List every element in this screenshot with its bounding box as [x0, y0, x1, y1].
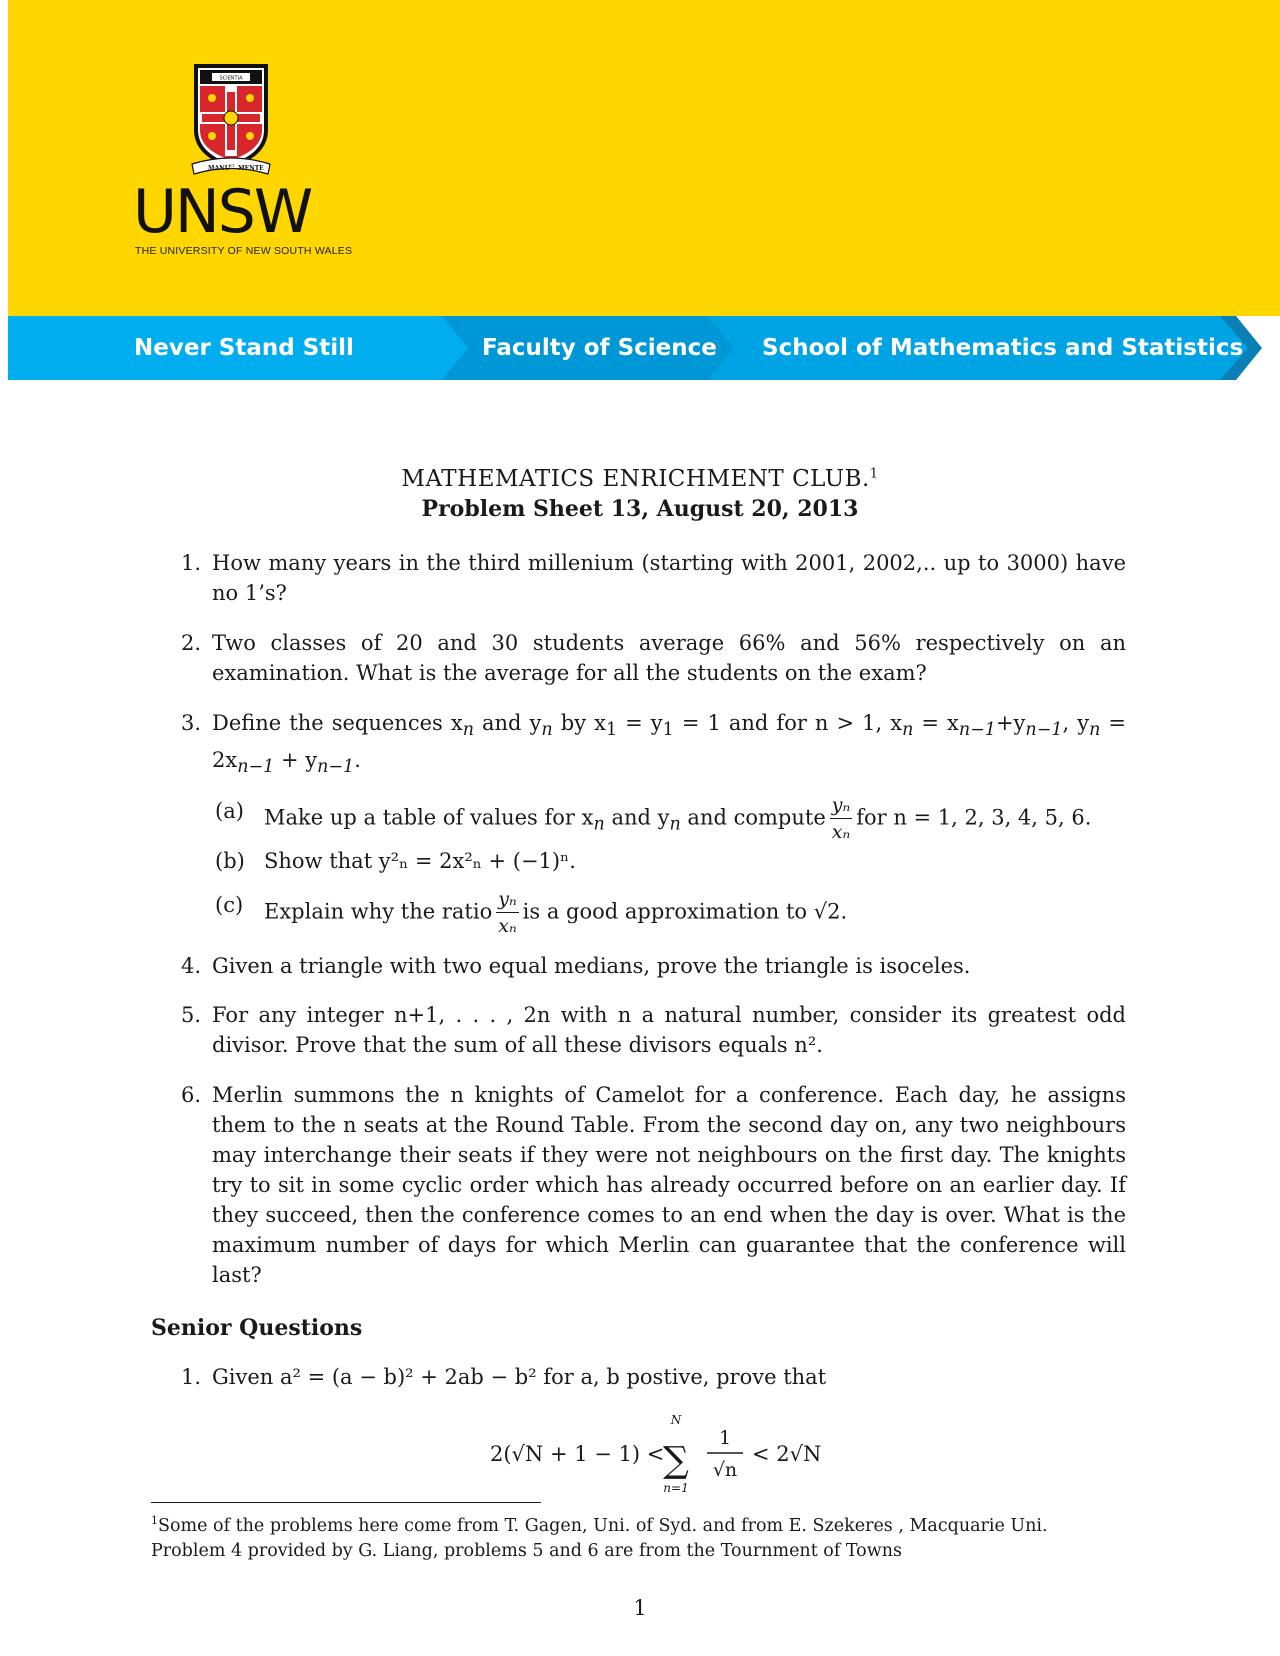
unsw-crest-logo — [190, 60, 272, 180]
crest-motto-left: MANU — [208, 165, 231, 172]
footnote-text: Some of the problems here come from T. Gagen, Uni. of Syd. and from E. Szekeres , Macquarie Uni. — [158, 1515, 1048, 1536]
problem-text-part: = x — [913, 711, 959, 735]
senior-problem-1 — [181, 1362, 1126, 1392]
university-tagline: THE UNIVERSITY OF NEW SOUTH WALES — [135, 245, 353, 257]
problem-number: 3. — [181, 711, 202, 735]
fraction-denominator: xₙ — [498, 915, 517, 937]
problem-text-part: . — [354, 748, 361, 773]
problem-text-part: +y — [995, 711, 1026, 735]
part-label: (a) — [215, 799, 244, 823]
problem-1 — [181, 548, 1126, 608]
part-text-segment: Make up a table of values for x — [264, 805, 594, 830]
nav-never-stand-still: Never Stand Still — [134, 335, 354, 361]
problem-3 — [181, 708, 1127, 782]
footnote-mark: 1 — [151, 1514, 158, 1527]
problem-text: For any integer n+1, . . . , 2n with n a natural number, consider its greatest odd divisor. Prove that the sum of all these divisors equals n². — [212, 1003, 1126, 1057]
part-text-segment: and compute — [680, 805, 826, 830]
sheet-title-text: MATHEMATICS ENRICHMENT CLUB. — [401, 466, 870, 492]
problem-text: Given a triangle with two equal medians, prove the triangle is isoceles. — [212, 954, 971, 978]
footnote-line-1 — [151, 1508, 1131, 1539]
problem-text: Define the sequences $x_n$ and $y_n$ by $x_1 = y_1 = 1$ and for n > 1, $x_n = x_{n-1}+y_{n-1}$, $y_n = 2x_{n-1} + y_{n-1}$. — [212, 711, 1127, 778]
crest-motto-mid: ET — [229, 163, 235, 168]
problem-number: 1. — [181, 1365, 202, 1389]
part-label: (c) — [215, 893, 244, 917]
crest-motto-right: MENTE — [238, 165, 264, 172]
senior-questions-heading: Senior Questions — [151, 1315, 363, 1341]
sum-lower-limit: n=1 — [663, 1481, 689, 1494]
problem-text-part: + y — [274, 748, 318, 773]
sheet-title — [0, 466, 1280, 492]
unsw-wordmark: UNSW — [133, 177, 312, 247]
ratio-fraction — [830, 796, 852, 842]
ratio-fraction — [496, 890, 518, 936]
page-number: 1 — [633, 1596, 647, 1620]
problem-text: Merlin summons the n knights of Camelot for a conference. Each day, he assigns them to the n seats at the Round Table. From the second day on, any two neighbours may interchange their seats if they were not neighbours on the first day. The knights try to sit in some cyclic order which has already occurred before on an earlier day. If they succeed, then the conference comes to an end when the day is over. What is the maximum number of days for which Merlin can guarantee that the conference will last? — [212, 1083, 1126, 1287]
sum-upper-limit: N — [670, 1413, 682, 1427]
part-text-segment: and y — [604, 805, 670, 830]
problem-text-part: by x — [552, 711, 606, 735]
part-text: Make up a table of values for $x_n$ and $y_n$ and compute $\frac{\text{yₙ}}{\text{xₙ}}$ for n = 1, 2, 3, 4, 5, 6. — [264, 794, 1092, 843]
problem-number: 4. — [181, 954, 202, 978]
fraction-numerator: yₙ — [830, 796, 852, 819]
problem-number: 2. — [181, 631, 202, 655]
fraction-numerator: yₙ — [496, 890, 518, 913]
problem-text-part: = 2x — [212, 711, 1127, 773]
problem-text: Two classes of 20 and 30 students average 66% and 56% respectively on an examination. What is the average for all the students on the exam? — [212, 631, 1126, 685]
problem-number: 6. — [181, 1083, 202, 1107]
summand-numerator: 1 — [718, 1427, 732, 1449]
problem-6 — [181, 1080, 1126, 1290]
problem-text-part: and y — [473, 711, 542, 735]
part-text: Show that y²ₙ = 2x²ₙ + (−1)ⁿ. — [264, 849, 576, 873]
problem-2 — [181, 628, 1126, 688]
nav-faculty-of-science: Faculty of Science — [482, 335, 717, 361]
crest-book-text: SCIENTIA — [219, 75, 243, 82]
problem-4 — [181, 951, 1126, 981]
part-text-segment: for n = 1, 2, 3, 4, 5, 6. — [856, 805, 1092, 830]
summand-denominator: √n — [712, 1459, 738, 1481]
inequality-left: 2(√N + 1 − 1) < — [490, 1442, 665, 1466]
sheet-subtitle: Problem Sheet 13, August 20, 2013 — [421, 496, 859, 522]
problem-number: 1. — [181, 551, 202, 575]
problem-text-part: = 1 and for n > 1, x — [673, 711, 903, 735]
footnote-rule — [151, 1502, 541, 1503]
part-text-segment: is a good approximation to √2. — [522, 899, 848, 924]
nav-school-of-mathematics: School of Mathematics and Statistics — [762, 335, 1244, 361]
display-inequality — [480, 1408, 860, 1494]
title-footnote-mark: 1 — [869, 466, 879, 482]
part-text — [264, 890, 847, 936]
problem-number: 5. — [181, 1003, 202, 1027]
problem-text-part: Define the sequences x — [212, 711, 463, 735]
footnote-line-2: Problem 4 provided by G. Liang, problems 5 and 6 are from the Tournment of Towns — [151, 1540, 902, 1561]
footnote — [151, 1508, 1131, 1564]
problem-text: Given a² = (a − b)² + 2ab − b² for a, b postive, prove that — [212, 1365, 827, 1389]
part-text-segment: Explain why the ratio — [264, 899, 493, 924]
problem-text-part: , y — [1062, 711, 1090, 735]
inequality-right: < 2√N — [752, 1442, 822, 1466]
part-label: (b) — [215, 849, 245, 873]
problem-text: How many years in the third millenium (starting with 2001, 2002,.. up to 3000) have no 1’s? — [212, 551, 1126, 605]
problem-text-part: = y — [617, 711, 663, 735]
sum-sigma-icon: ∑ — [663, 1440, 689, 1481]
fraction-denominator: xₙ — [831, 821, 851, 843]
problem-5 — [181, 1000, 1126, 1060]
